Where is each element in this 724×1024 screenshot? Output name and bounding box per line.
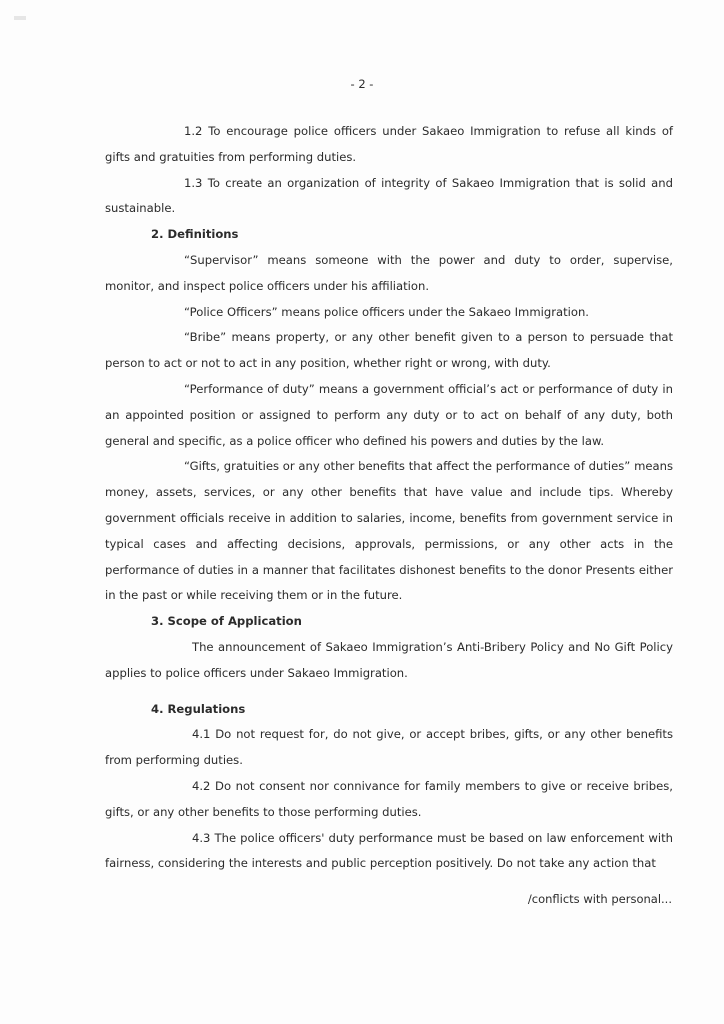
scope-text: The announcement of Sakaeo Immigration’s Anti-Bribery Policy and No Gift Policy applies to police officers under Sakaeo Immigration. xyxy=(105,639,673,680)
continuation-note: /conflicts with personal... xyxy=(527,892,672,906)
scan-artifact xyxy=(14,16,26,20)
definition-performance-of-duty: “Performance of duty” means a government official’s act or performance of duty in an appointed position or assigned to perform any duty or to act on behalf of any duty, both general and specific, as a police officer who defined his powers and duties by the law. xyxy=(105,381,673,448)
regulation-4-2: 4.2 Do not consent nor connivance for family members to give or receive bribes, gifts, or any other benefits to those performing duties. xyxy=(105,778,673,819)
objective-1-3: 1.3 To create an organization of integrity of Sakaeo Immigration that is solid and sustainable. xyxy=(105,175,673,216)
document-body xyxy=(105,119,673,877)
regulation-4-3: 4.3 The police officers' duty performance must be based on law enforcement with fairness, considering the interests and public perception positively. Do not take any action that xyxy=(105,830,673,871)
definition-supervisor: “Supervisor” means someone with the power and duty to order, supervise, monitor, and inspect police officers under his affiliation. xyxy=(105,252,673,293)
section-heading-regulations: 4. Regulations xyxy=(151,701,246,716)
section-heading-scope: 3. Scope of Application xyxy=(151,614,302,629)
page-number: - 2 - xyxy=(350,77,374,91)
definition-police-officers: “Police Officers” means police officers under the Sakaeo Immigration. xyxy=(184,304,589,319)
section-heading-definitions: 2. Definitions xyxy=(151,227,239,242)
regulation-4-1: 4.1 Do not request for, do not give, or accept bribes, gifts, or any other benefits from performing duties. xyxy=(105,727,673,768)
objective-1-2: 1.2 To encourage police officers under Sakaeo Immigration to refuse all kinds of gifts and gratuities from performing duties. xyxy=(105,124,673,164)
definition-gifts: “Gifts, gratuities or any other benefits that affect the performance of duties” means money, assets, services, or any other benefits that have value and include tips. Whereby government officials receive in addition to salaries, income, benefits from government service in typical cases and affecting decisions, approvals, permissions, or any other acts in the performance of duties in a manner that facilitates dishonest benefits to the donor Presents either in the past or while receiving them or in the future. xyxy=(105,459,673,603)
definition-bribe: “Bribe” means property, or any other benefit given to a person to persuade that person to act or not to act in any position, whether right or wrong, with duty. xyxy=(105,330,673,371)
